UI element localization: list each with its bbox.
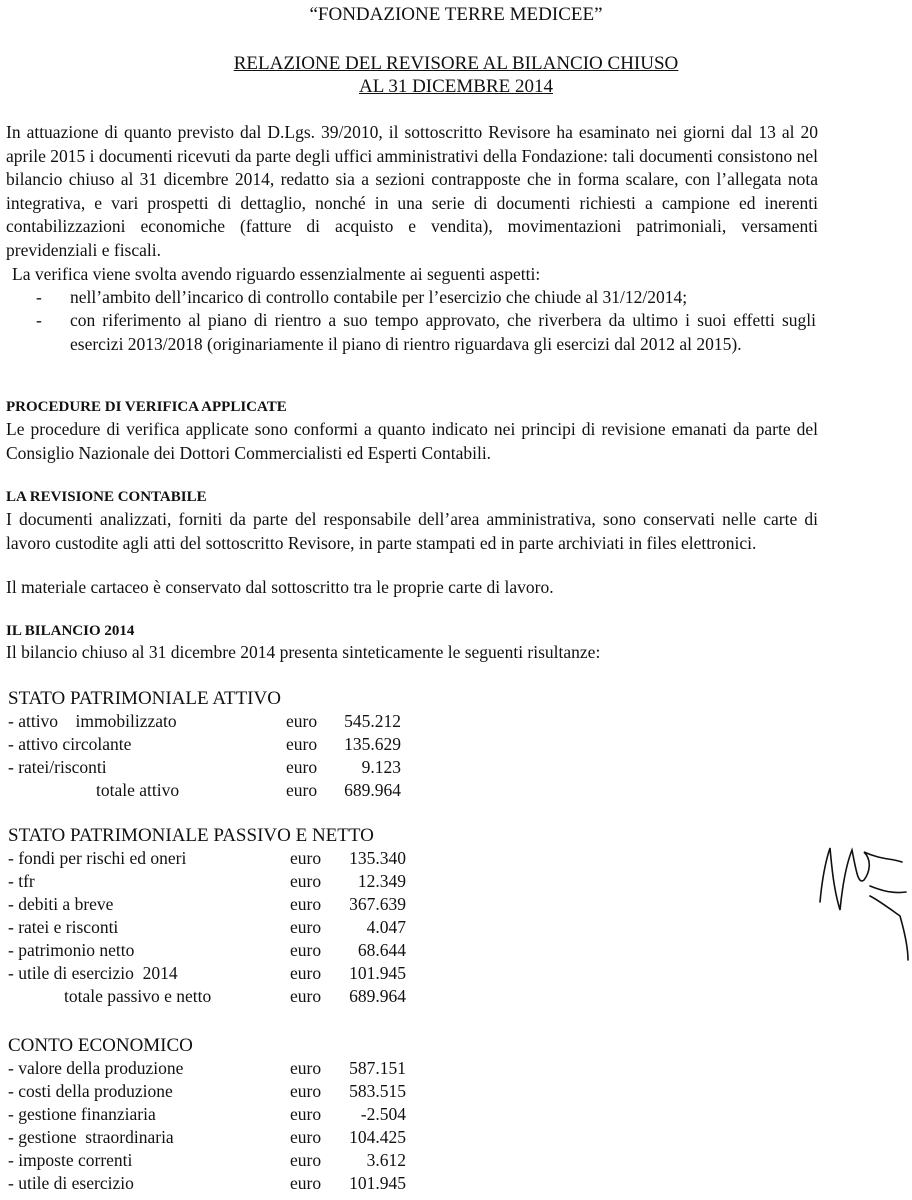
conto-row: [8, 1081, 428, 1104]
conto-title: CONTO ECONOMICO: [8, 1035, 193, 1056]
revisione-heading: LA REVISIONE CONTABILE: [6, 489, 207, 505]
report-title: [0, 52, 912, 98]
attivo-row: [8, 757, 428, 780]
attivo-row: [8, 734, 428, 757]
conto-row-amount: 587.151: [349, 1058, 406, 1078]
passivo-row-currency: euro: [290, 894, 322, 914]
attivo-row-amount: 9.123: [361, 757, 401, 777]
conto-row: [8, 1104, 428, 1127]
conto-row-label: - gestione straordinaria: [8, 1127, 174, 1147]
attivo-row-label: - attivo immobilizzato: [8, 711, 177, 731]
materiale-paragraph: Il materiale cartaceo è conservato dal sottoscritto tra le proprie carte di lavoro.: [6, 577, 554, 597]
report-title-line1: RELAZIONE DEL REVISORE AL BILANCIO CHIUSO: [233, 53, 679, 74]
passivo-row-currency: euro: [290, 871, 322, 891]
bilancio-paragraph: Il bilancio chiuso al 31 dicembre 2014 presenta sinteticamente le seguenti risultanze:: [6, 642, 601, 662]
conto-row-currency: euro: [290, 1127, 322, 1147]
attivo-row-amount: 545.212: [344, 711, 401, 731]
conto-row-label: - gestione finanziaria: [8, 1104, 156, 1124]
conto-row-currency: euro: [290, 1173, 322, 1193]
bilancio-heading: IL BILANCIO 2014: [6, 623, 135, 639]
passivo-row-amount: 4.047: [366, 917, 406, 937]
conto-row-label: - costi della produzione: [8, 1081, 173, 1101]
bullet-item: [36, 309, 816, 356]
bullet-item: [36, 286, 816, 310]
conto-row-label: - imposte correnti: [8, 1150, 133, 1170]
conto-row-amount: 583.515: [349, 1081, 406, 1101]
passivo-row-currency: euro: [290, 986, 322, 1006]
passivo-row-amount: 367.639: [349, 894, 406, 914]
passivo-row: [8, 986, 428, 1009]
attivo-title: STATO PATRIMONIALE ATTIVO: [8, 688, 281, 709]
attivo-row-currency: euro: [286, 780, 318, 800]
conto-row: [8, 1127, 428, 1150]
attivo-row-currency: euro: [286, 711, 318, 731]
procedure-heading: PROCEDURE DI VERIFICA APPLICATE: [6, 399, 287, 415]
conto-row-amount: -2.504: [360, 1104, 406, 1124]
passivo-row: [8, 848, 428, 871]
passivo-row-label: - tfr: [8, 871, 35, 891]
procedure-paragraph: Le procedure di verifica applicate sono conformi a quanto indicato nei principi di revisione emanati da parte del Consiglio Nazionale dei Dottori Commercialisti ed Esperti Contabili.: [6, 419, 818, 463]
bullet-text: con riferimento al piano di rientro a suo tempo approvato, che riverbera da ultimo i suoi effetti sugli esercizi 2013/2018 (originariamente il piano di rientro riguardava gli esercizi dal 2012 al 2015).: [70, 310, 816, 354]
conto-row: [8, 1150, 428, 1173]
attivo-row-currency: euro: [286, 757, 318, 777]
intro-paragraph: In attuazione di quanto previsto dal D.Lgs. 39/2010, il sottoscritto Revisore ha esaminato nei giorni dal 13 al 20 aprile 2015 i documenti ricevuti da parte degli uffici amministrativi della Fondazione: tali documenti consistono nel bilancio chiuso al 31 dicembre 2014, redatto sia a sezioni contrapposte che in forma scalare, con l’allegata nota integrativa, e vari prospetti di dettaglio, nonché in una serie di documenti richiesti a campione ed inerenti contabilizzazioni economiche (fatture di acquisto e vendita), movimentazioni patrimoniali, versamenti previdenziali e fiscali.: [6, 122, 818, 260]
passivo-row: [8, 940, 428, 963]
conto-row-currency: euro: [290, 1058, 322, 1078]
conto-row-amount: 3.612: [366, 1150, 406, 1170]
passivo-row: [8, 894, 428, 917]
passivo-row-amount: 689.964: [349, 986, 406, 1006]
passivo-row-label: - fondi per rischi ed oneri: [8, 848, 187, 868]
passivo-row-label: - debiti a breve: [8, 894, 114, 914]
passivo-row-currency: euro: [290, 848, 322, 868]
attivo-row-amount: 135.629: [344, 734, 401, 754]
foundation-title: “FONDAZIONE TERRE MEDICEE”: [309, 4, 603, 25]
attivo-row-amount: 689.964: [344, 780, 401, 800]
bullet-text: nell’ambito dell’incarico di controllo contabile per l’esercizio che chiude al 31/12/2014;: [70, 287, 688, 307]
report-title-line2: AL 31 DICEMBRE 2014: [358, 76, 554, 97]
verifica-paragraph: La verifica viene svolta avendo riguardo essenzialmente ai seguenti aspetti:: [12, 264, 541, 284]
attivo-row: [8, 780, 428, 803]
conto-row-currency: euro: [290, 1150, 322, 1170]
passivo-row: [8, 917, 428, 940]
conto-row-amount: 101.945: [349, 1173, 406, 1193]
conto-row-label: - utile di esercizio: [8, 1173, 134, 1193]
attivo-row-label: totale attivo: [96, 780, 180, 800]
bullet-dash: -: [36, 287, 42, 307]
passivo-row-amount: 101.945: [349, 963, 406, 983]
passivo-row: [8, 871, 428, 894]
handwritten-signature: [812, 820, 912, 970]
conto-row-currency: euro: [290, 1104, 322, 1124]
passivo-row-currency: euro: [290, 917, 322, 937]
passivo-row-label: - ratei e risconti: [8, 917, 119, 937]
attivo-row: [8, 711, 428, 734]
passivo-row-label: totale passivo e netto: [64, 986, 212, 1006]
passivo-row-amount: 68.644: [357, 940, 406, 960]
conto-row-label: - valore della produzione: [8, 1058, 184, 1078]
attivo-row-label: - attivo circolante: [8, 734, 132, 754]
conto-row-currency: euro: [290, 1081, 322, 1101]
conto-row-amount: 104.425: [349, 1127, 406, 1147]
passivo-row-currency: euro: [290, 963, 322, 983]
passivo-row-label: - patrimonio netto: [8, 940, 135, 960]
bullet-dash: -: [36, 310, 42, 330]
passivo-row-amount: 12.349: [357, 871, 406, 891]
passivo-row-label: - utile di esercizio 2014: [8, 963, 178, 983]
conto-row: [8, 1058, 428, 1081]
passivo-row-currency: euro: [290, 940, 322, 960]
passivo-row: [8, 963, 428, 986]
passivo-title: STATO PATRIMONIALE PASSIVO E NETTO: [8, 825, 374, 846]
conto-row: [8, 1173, 428, 1196]
revisione-paragraph: I documenti analizzati, forniti da parte del responsabile dell’area amministrativa, sono conservati nelle carte di lavoro custodite agli atti del sottoscritto Revisore, in parte stampati ed in parte archiviati in files elettronici.: [6, 509, 818, 553]
passivo-row-amount: 135.340: [349, 848, 406, 868]
attivo-row-label: - ratei/risconti: [8, 757, 107, 777]
attivo-row-currency: euro: [286, 734, 318, 754]
